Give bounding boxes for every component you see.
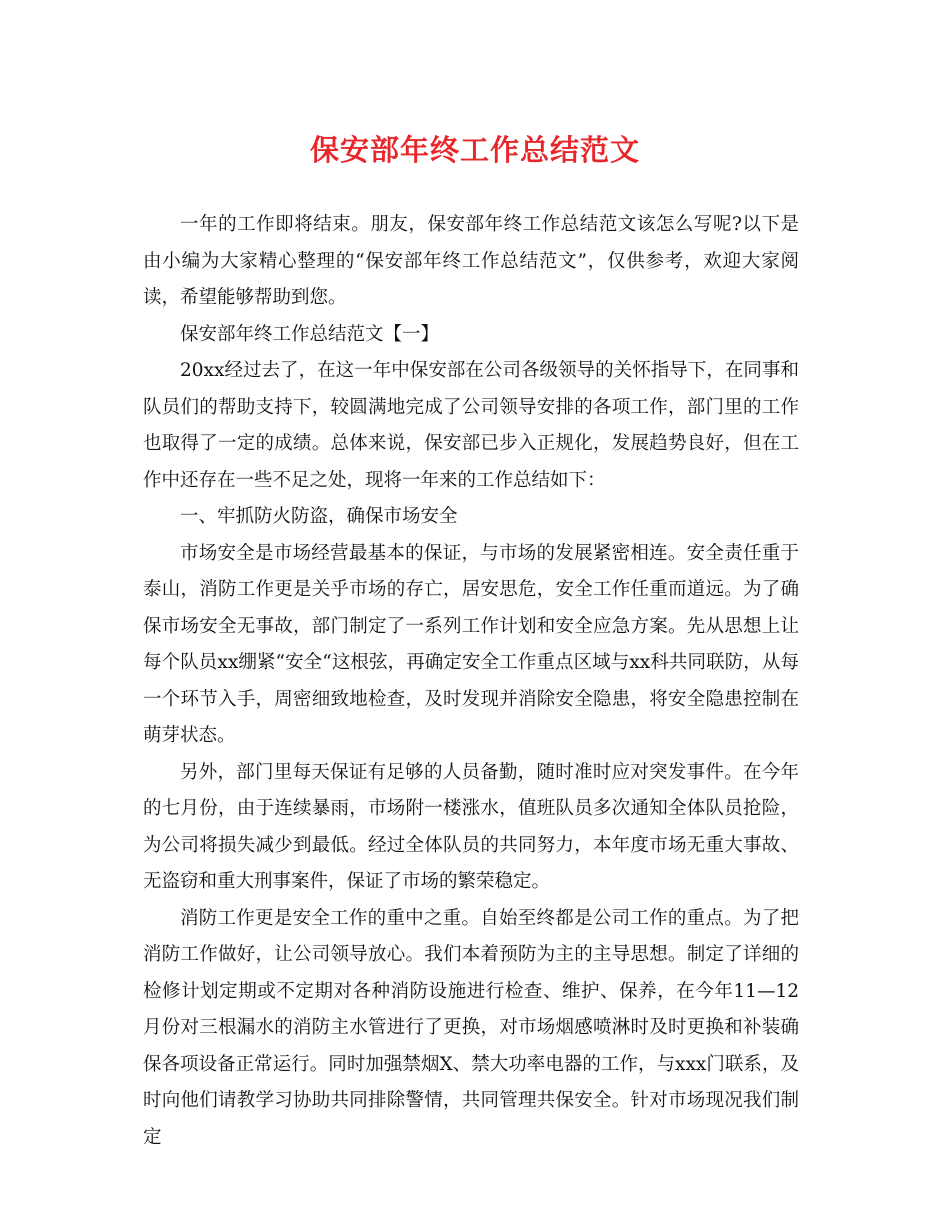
document-title: 保安部年终工作总结范文: [309, 133, 640, 167]
section-heading-one: 保安部年终工作总结范文【一】: [180, 323, 440, 345]
paragraph-fire-protection: 消防工作更是安全工作的重中之重。自始至终都是公司工作的重点。为了把消防工作做好，让公司领导放心。我们本着预防为主的主导思想。制定了详细的检修计划定期或不定期对各种消防设施进行检查、维护、保养，在今年11—12月份对三根漏水的消防主水管进行了更换，对市场烟感喷淋时及时更换和补装确保各项设备正常运行。同时加强禁烟X、禁大功率电器的工作，与xxx门联系，及时向他们请教学习协助共同排除警情，共同管理共保安全。针对市场现况我们制定: [143, 907, 799, 1148]
subheading-fire-theft: 一、牢抓防火防盗，确保市场安全: [180, 506, 458, 527]
paragraph-overview: 20xx经过去了，在这一年中保安部在公司各级领导的关怀指导下，在同事和队员们的帮助支持下，较圆满地完成了公司领导安排的各项工作，部门里的工作也取得了一定的成绩。总体来说，保安部已步入正规化，发展趋势良好，但在工作中还存在一些不足之处，现将一年来的工作总结如下：: [143, 360, 799, 491]
document-body: [143, 207, 799, 1156]
paragraph-standby: 另外，部门里每天保证有足够的人员备勤，随时准时应对突发事件。在今年的七月份，由于连续暴雨，市场附一楼涨水，值班队员多次通知全体队员抢险，为公司将损失减少到最低。经过全体队员的共同努力，本年度市场无重大事故、无盗窃和重大刑事案件，保证了市场的繁荣稳定。: [143, 761, 799, 892]
paragraph-intro: 一年的工作即将结束。朋友，保安部年终工作总结范文该怎么写呢?以下是由小编为大家精心整理的“保安部年终工作总结范文”，仅供参考，欢迎大家阅读，希望能够帮助到您。: [143, 214, 799, 308]
paragraph-market-safety: 市场安全是市场经营最基本的保证，与市场的发展紧密相连。安全责任重于泰山，消防工作更是关乎市场的存亡，居安思危，安全工作任重而道远。为了确保市场安全无事故，部门制定了一系列工作计划和安全应急方案。先从思想上让每个队员xx绷紧“安全“这根弦，再确定安全工作重点区域与xx科共同联防，从每一个环节入手，周密细致地检查，及时发现并消除安全隐患，将安全隐患控制在萌芽状态。: [143, 542, 799, 746]
